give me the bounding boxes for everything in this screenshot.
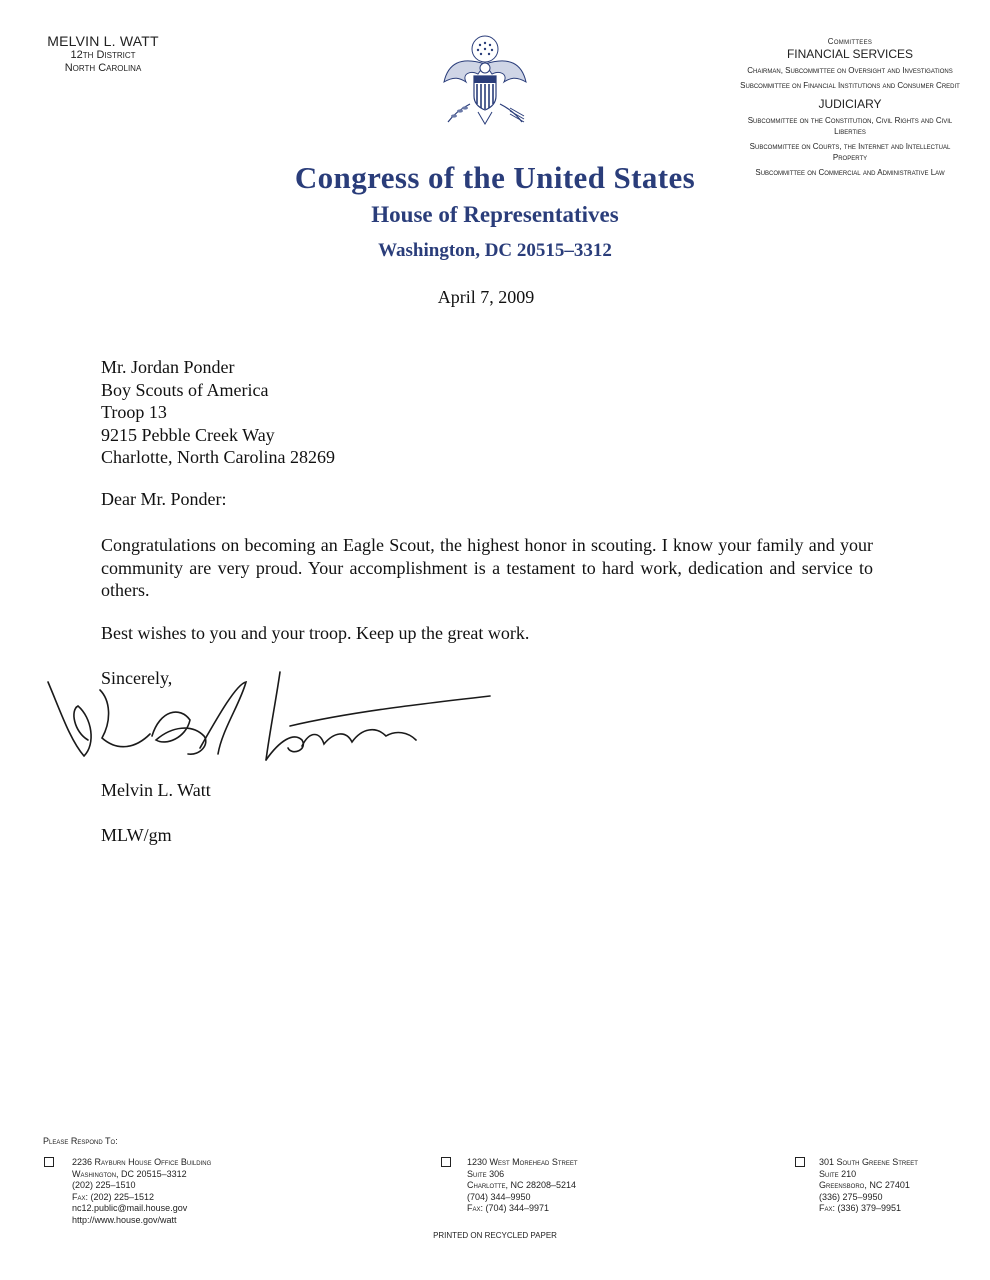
address-line: Troop 13 [101,402,167,422]
subcommittee: Subcommittee on Courts, the Internet and Intellectual Property [749,142,951,162]
letterhead-address: Washington, DC 20515–3312 [378,240,612,261]
salutation: Dear Mr. Ponder: [101,489,227,509]
office-line: Washington, DC 20515–3312 [72,1168,187,1179]
respond-label: Please Respond To: [43,1136,118,1146]
office-line: (202) 225–1510 [72,1180,136,1190]
office-greensboro [819,1157,918,1215]
typist-initials: MLW/gm [101,825,172,845]
office-line: 2236 Rayburn House Office Building [72,1157,212,1167]
letterhead-house: House of Representatives [371,202,619,227]
committees-block [740,37,960,182]
member-name: MELVIN L. WATT [47,33,159,49]
office-line: (704) 344–9950 [467,1191,531,1202]
office-line: Fax: (704) 344–9971 [467,1203,550,1213]
body-paragraph: Congratulations on becoming an Eagle Scout, the highest honor in scouting. I know your family and your community are very proud. Your accomplishment is a testament to hard work, dedication and service to others. [101,535,873,600]
office-line: Greensboro, NC 27401 [819,1180,910,1190]
recycled-paper-note: PRINTED ON RECYCLED PAPER [433,1231,557,1240]
member-district: 12th District [70,49,136,61]
office-website: http://www.house.gov/watt [72,1214,177,1225]
committees-heading: Committees [827,37,873,46]
recipient-address [101,356,335,469]
address-line: 9215 Pebble Creek Way [101,424,275,445]
member-state: North Carolina [64,62,142,74]
letterhead-congress: Congress of the United States [294,160,696,195]
office-line: Suite 210 [819,1168,857,1179]
office-line: 301 South Greene Street [819,1157,918,1167]
committee-judiciary: JUDICIARY [818,97,882,111]
office-checkbox-charlotte[interactable] [441,1157,451,1167]
office-charlotte [467,1157,578,1215]
address-line: Charlotte, North Carolina 28269 [101,447,335,467]
signer-name: Melvin L. Watt [101,780,211,800]
office-email: nc12.public@mail.house.gov [72,1203,188,1213]
office-line: Charlotte, NC 28208–5214 [467,1180,577,1190]
letter-date: April 7, 2009 [437,287,535,307]
body-paragraph: Best wishes to you and your troop. Keep up the great work. [101,623,530,643]
subcommittee: Subcommittee on Financial Institutions and Consumer Credit [740,81,960,90]
subcommittee: Subcommittee on the Constitution, Civil Rights and Civil Liberties [747,116,953,136]
handwritten-signature [40,660,510,770]
address-line: Mr. Jordan Ponder [101,357,235,377]
office-line: Suite 306 [467,1168,505,1179]
office-line: Fax: (202) 225–1512 [72,1191,155,1202]
office-line: (336) 275–9950 [819,1191,883,1202]
office-checkbox-washington[interactable] [44,1157,54,1167]
office-washington [72,1157,211,1226]
office-checkbox-greensboro[interactable] [795,1157,805,1167]
subcommittee: Subcommittee on Commercial and Administrative Law [755,168,945,177]
member-header [28,33,178,75]
closing: Sincerely, [101,668,173,688]
address-line: Boy Scouts of America [101,379,269,400]
office-line: Fax: (336) 379–9951 [819,1203,902,1213]
committee-financial-services: FINANCIAL SERVICES [786,47,914,61]
subcommittee: Chairman, Subcommittee on Oversight and Investigations [747,66,953,75]
office-line: 1230 West Morehead Street [467,1157,578,1167]
eagle-seal-icon [440,34,530,130]
